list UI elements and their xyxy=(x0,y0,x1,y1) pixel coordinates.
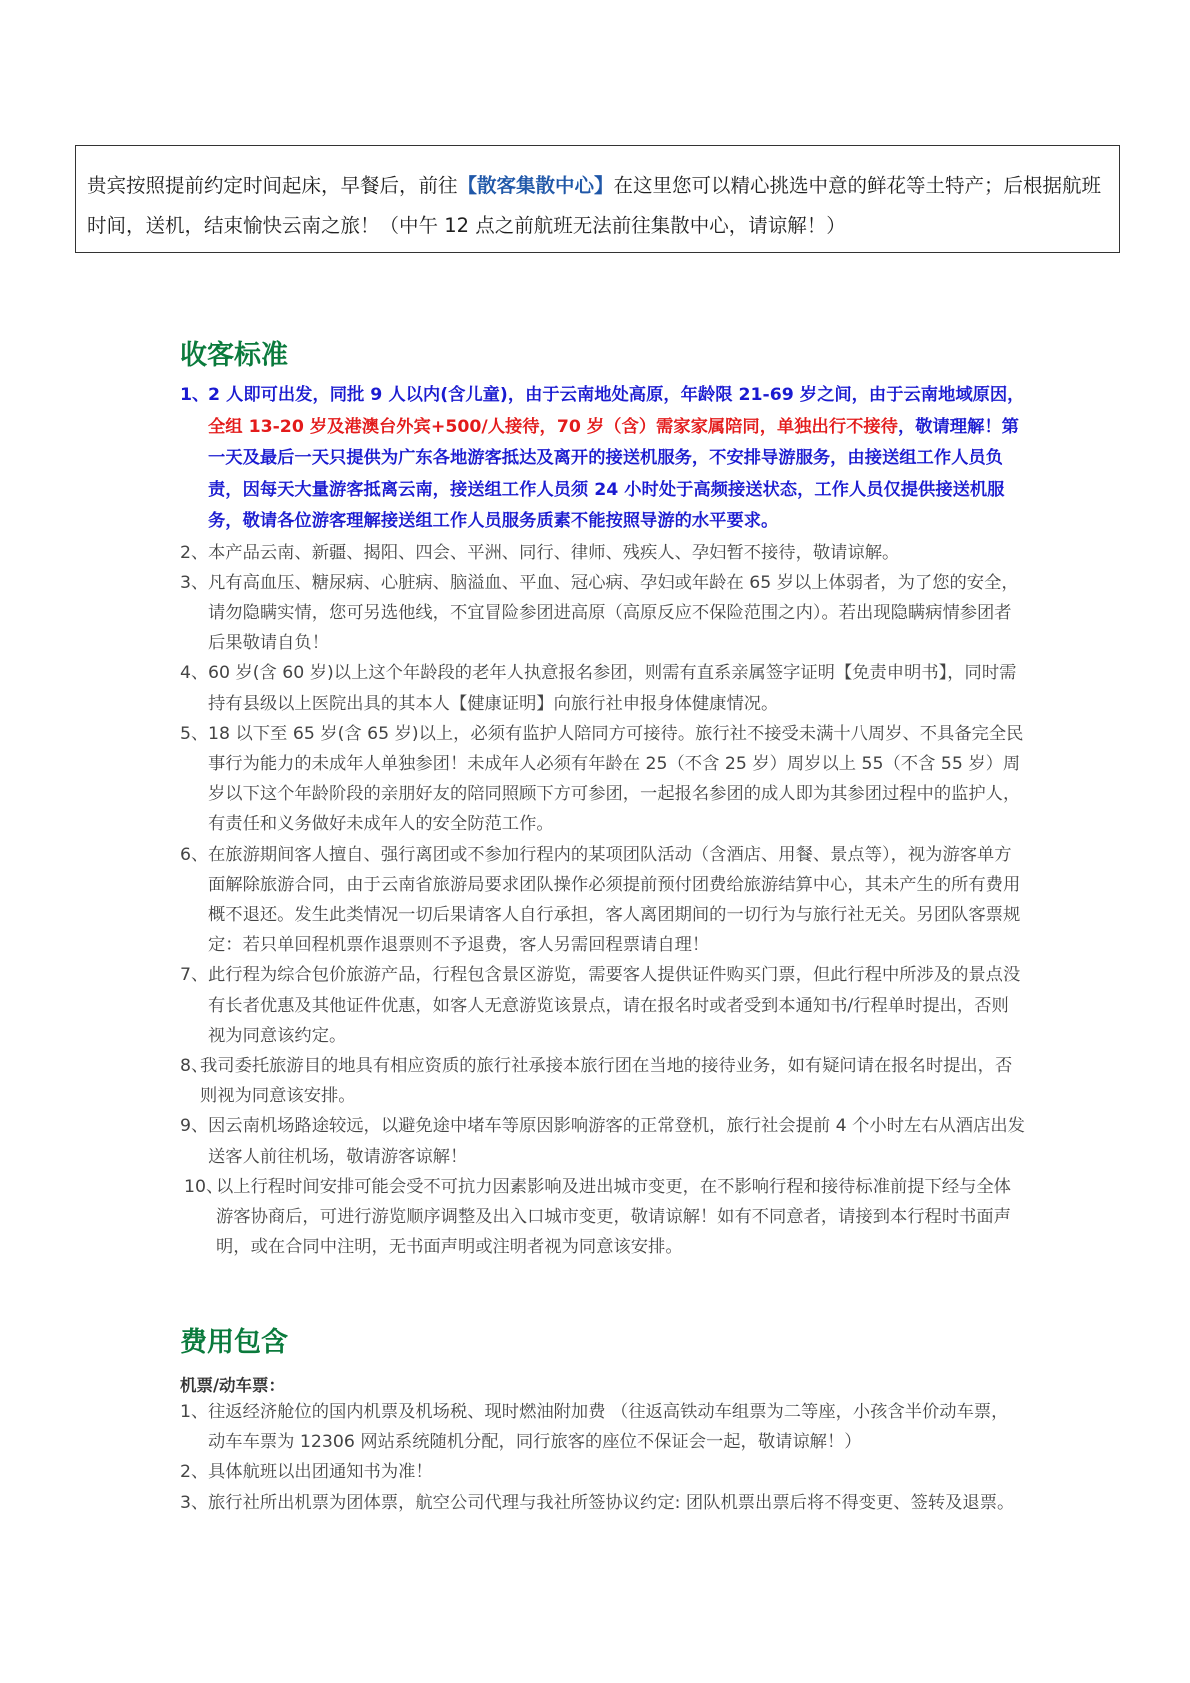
section-title-standards: 收客标准 xyxy=(180,340,288,371)
item-number: 1、 xyxy=(180,385,210,405)
item-number: 3、 xyxy=(180,572,209,593)
subheading-tickets: 机票/动车票： xyxy=(180,1376,286,1395)
item-number: 4、 xyxy=(180,663,209,684)
item-number: 2、 xyxy=(180,542,209,563)
item-text: 因云南机场路途较远，以避免途中堵车等原因影响游客的正常登机，旅行社会提前 4 个小时左右从酒店出发送客人前往机场，敬请游客谅解！ xyxy=(208,1116,1025,1167)
list-item xyxy=(180,1051,1025,1111)
item-text: 60 岁(含 60 岁)以上这个年龄段的老年人执意报名参团，则需有直系亲属签字证明【免责申明书】，同时需持有县级以上医院出具的其本人【健康证明】向旅行社申报身体健康情况。 xyxy=(208,663,1017,714)
item-text xyxy=(208,380,1025,538)
list-item xyxy=(180,658,1025,718)
item-text: 我司委托旅游目的地具有相应资质的旅行社承接本旅行团在当地的接待业务，如有疑问请在报名时提出，否则视为同意该安排。 xyxy=(200,1055,1013,1107)
item-number: 2、 xyxy=(180,1462,209,1483)
section-title-fees: 费用包含 xyxy=(180,1327,288,1358)
item-number: 1、 xyxy=(180,1402,209,1422)
itinerary-highlight: 【散客集散中心】 xyxy=(457,174,614,197)
item-text: 18 以下至 65 岁(含 65 岁)以上，必须有监护人陪同方可接待。旅行社不接受未满十八周岁、不具备完全民事行为能力的未成年人单独参团！未成年人必须有年龄在 25（不含 25 岁）周岁以上 55（不含 55 岁）周岁以下这个年龄阶段的亲朋好友的陪同照顾下方可参团，一起报名参团的成人即为其参团过程中的监护人，有责任和义务做好未成年人的安全防范工作。 xyxy=(208,723,1024,835)
item-text: 本产品云南、新疆、揭阳、四会、平洲、同行、律师、残疾人、孕妇暂不接待，敬请谅解。 xyxy=(208,542,900,563)
item-number: 5、 xyxy=(180,723,209,744)
list-item xyxy=(180,840,1025,961)
list-item xyxy=(180,380,1025,538)
item-text: 此行程为综合包价旅游产品，行程包含景区游览，需要客人提供证件购买门票，但此行程中所涉及的景点没有长者优惠及其他证件优惠，如客人无意游览该景点，请在报名时或者受到本通知书/行程单时提出，否则视为同意该约定。 xyxy=(208,965,1021,1046)
itinerary-text-end: 在这里您可以精心挑选中意的鲜花等土特产；后根据航班时间，送机，结束愉快云南之旅！（中午 12 点之前航班无法前往集散中心，请谅解！） xyxy=(87,174,1102,237)
item-text: 旅行社所出机票为团体票，航空公司代理与我社所签协议约定: 团队机票出票后将不得变更、签转及退票。 xyxy=(208,1492,1015,1513)
item-number: 10、 xyxy=(184,1176,224,1197)
standards-list xyxy=(180,380,1025,1262)
list-item xyxy=(180,1397,1025,1457)
item-number: 6、 xyxy=(180,844,209,865)
item-text: 以上行程时间安排可能会受不可抗力因素影响及进出城市变更，在不影响行程和接待标准前提下经与全体游客协商后，可进行游览顺序调整及出入口城市变更，敬请谅解！如有不同意者，请接到本行程时书面声明，或在合同中注明，无书面声明或注明者视为同意该安排。 xyxy=(216,1176,1011,1258)
item-text: 往返经济舱位的国内机票及机场税、现时燃油附加费 （往返高铁动车组票为二等座，小孩含半价动车票，动车车票为 12306 网站系统随机分配，同行旅客的座位不保证会一起，敬请谅解！） xyxy=(208,1402,1009,1453)
list-item xyxy=(180,960,1025,1051)
item-number: 9、 xyxy=(180,1116,209,1137)
item-number: 3、 xyxy=(180,1492,209,1513)
day-itinerary-box xyxy=(75,145,1120,253)
list-item xyxy=(180,1488,1025,1518)
list-item xyxy=(180,719,1025,840)
item-text: 具体航班以出团通知书为准！ xyxy=(208,1462,433,1483)
item-text: 凡有高血压、糖尿病、心脏病、脑溢血、平血、冠心病、孕妇或年龄在 65 岁以上体弱者，为了您的安全，请勿隐瞒实情，您可另选他线，不宜冒险参团进高原（高原反应不保险范围之内）。若出现隐瞒病情参团者后果敬请自负！ xyxy=(208,572,1019,654)
item-number: 7、 xyxy=(180,965,209,986)
item-text-b: ，敬请理解！第一天及最后一天只提供为广东各地游客抵达及离开的接送机服务，不安排导游服务，由接送组工作人员负责，因每天大量游客抵离云南，接送组工作人员须 24 小时处于高频接送状态，工作人员仅提供接送机服务，敬请各位游客理解接送组工作人员服务质素不能按照导游的水平要求。 xyxy=(208,416,1019,531)
list-item xyxy=(180,1111,1025,1171)
list-item xyxy=(180,568,1025,659)
item-text: 在旅游期间客人擅自、强行离团或不参加行程内的某项团队活动（含酒店、用餐、景点等），视为游客单方面解除旅游合同，由于云南省旅游局要求团队操作必须提前预付团费给旅游结算中心，其未产生的所有费用概不退还。发生此类情况一切后果请客人自行承担，客人离团期间的一切行为与旅行社无关。另团队客票规定：若只单回程机票作退票则不予退费，客人另需回程票请自理！ xyxy=(208,844,1021,956)
list-item xyxy=(180,538,1025,568)
list-item xyxy=(180,1172,1025,1263)
fees-list xyxy=(180,1397,1025,1518)
item-text-a: 2 人即可出发，同批 9 人以内(含儿童)，由于云南地处高原，年龄限 21-69 岁之间，由于云南地域原因， xyxy=(208,385,1025,405)
item-text-warning: 全组 13-20 岁及港澳台外宾+500/人接待，70 岁（含）需家家属陪同，单独出行不接待 xyxy=(208,416,898,437)
item-number: 8、 xyxy=(180,1055,209,1076)
list-item xyxy=(180,1457,1025,1487)
itinerary-text: 贵宾按照提前约定时间起床，早餐后，前往 xyxy=(87,174,458,197)
